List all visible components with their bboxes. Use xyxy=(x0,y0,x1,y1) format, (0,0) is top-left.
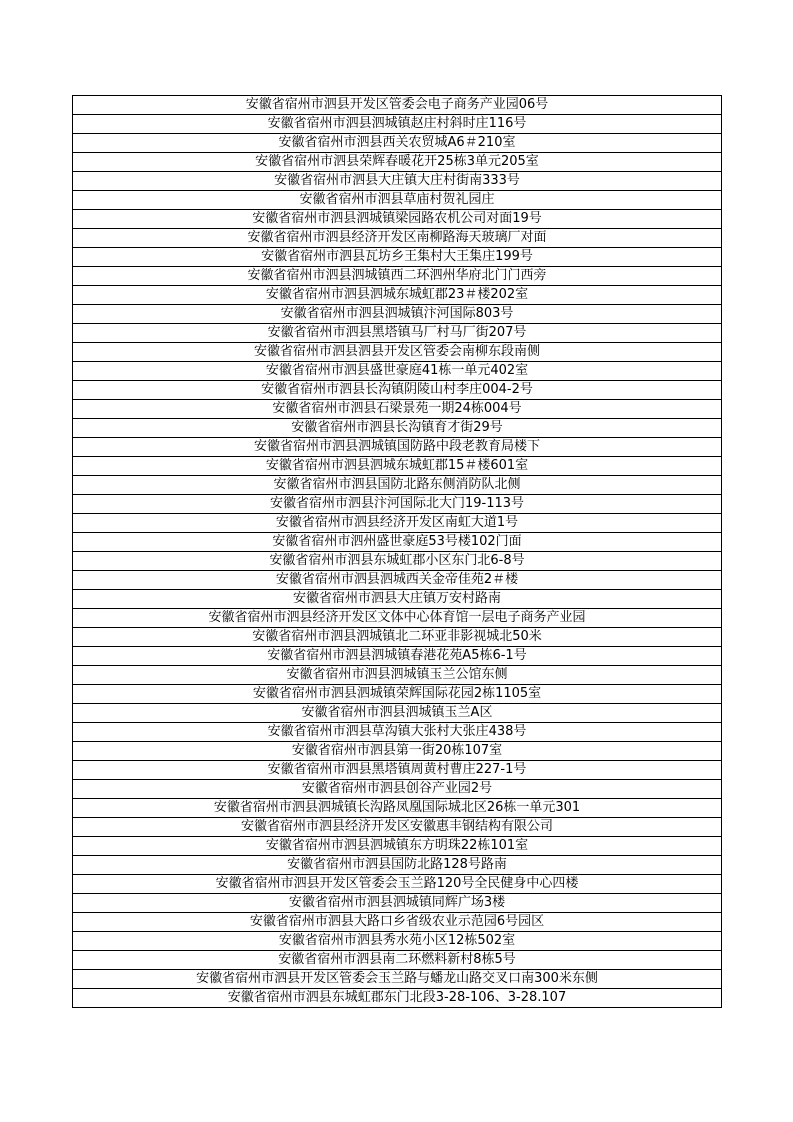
address-cell: 安徽省宿州市泗县草庙村贺礼园庄 xyxy=(73,191,722,210)
address-cell: 安徽省宿州市泗州盛世豪庭53号楼102门面 xyxy=(73,533,722,552)
table-row xyxy=(73,343,722,362)
address-cell: 安徽省宿州市泗县南二环燃料新村8栋5号 xyxy=(73,951,722,970)
table-row xyxy=(73,742,722,761)
address-cell: 安徽省宿州市泗县泗城镇春港花苑A5栋6-1号 xyxy=(73,647,722,666)
table-row xyxy=(73,761,722,780)
table-row xyxy=(73,419,722,438)
table-row xyxy=(73,533,722,552)
address-table-body xyxy=(73,96,722,1008)
table-row xyxy=(73,267,722,286)
address-cell: 安徽省宿州市泗县泗城镇长沟路凤凰国际城北区26栋一单元301 xyxy=(73,799,722,818)
address-cell: 安徽省宿州市泗县泗城镇荣辉国际花园2栋1105室 xyxy=(73,685,722,704)
table-row xyxy=(73,875,722,894)
table-row xyxy=(73,913,722,932)
table-row xyxy=(73,286,722,305)
table-row xyxy=(73,571,722,590)
table-row xyxy=(73,324,722,343)
table-row xyxy=(73,229,722,248)
table-row xyxy=(73,970,722,989)
table-row xyxy=(73,362,722,381)
table-row xyxy=(73,932,722,951)
table-row xyxy=(73,989,722,1008)
table-row xyxy=(73,894,722,913)
table-row xyxy=(73,438,722,457)
address-cell: 安徽省宿州市泗县泗城镇西二环泗州华府北门门西旁 xyxy=(73,267,722,286)
address-cell: 安徽省宿州市泗县泗县开发区管委会南柳东段南侧 xyxy=(73,343,722,362)
table-row xyxy=(73,837,722,856)
address-cell: 安徽省宿州市泗县经济开发区文体中心体育馆一层电子商务产业园 xyxy=(73,609,722,628)
address-cell: 安徽省宿州市泗县泗城镇北二环亚非影视城北50米 xyxy=(73,628,722,647)
address-cell: 安徽省宿州市泗县第一街20栋107室 xyxy=(73,742,722,761)
address-cell: 安徽省宿州市泗县泗城镇玉兰公馆东侧 xyxy=(73,666,722,685)
address-cell: 安徽省宿州市泗县荣辉春暖花开25栋3单元205室 xyxy=(73,153,722,172)
address-cell: 安徽省宿州市泗县泗城镇同辉广场3楼 xyxy=(73,894,722,913)
address-cell: 安徽省宿州市泗县国防北路东侧消防队北侧 xyxy=(73,476,722,495)
table-row xyxy=(73,96,722,115)
table-row xyxy=(73,590,722,609)
table-row xyxy=(73,153,722,172)
address-cell: 安徽省宿州市泗县大路口乡省级农业示范园6号园区 xyxy=(73,913,722,932)
table-row xyxy=(73,723,722,742)
address-cell: 安徽省宿州市泗县泗城东城虹郡15＃楼601室 xyxy=(73,457,722,476)
table-row xyxy=(73,666,722,685)
address-cell: 安徽省宿州市泗县黑塔镇马厂村马厂街207号 xyxy=(73,324,722,343)
address-cell: 安徽省宿州市泗县大庄镇万安村路南 xyxy=(73,590,722,609)
table-row xyxy=(73,552,722,571)
address-cell: 安徽省宿州市泗县国防北路128号路南 xyxy=(73,856,722,875)
table-row xyxy=(73,685,722,704)
table-row xyxy=(73,115,722,134)
address-cell: 安徽省宿州市泗县长沟镇阴陵山村李庄004-2号 xyxy=(73,381,722,400)
table-row xyxy=(73,400,722,419)
address-cell: 安徽省宿州市泗县黑塔镇周黄村曹庄227-1号 xyxy=(73,761,722,780)
address-cell: 安徽省宿州市泗县经济开发区南柳路海天玻璃厂对面 xyxy=(73,229,722,248)
address-cell: 安徽省宿州市泗县经济开发区安徽惠丰钢结构有限公司 xyxy=(73,818,722,837)
address-cell: 安徽省宿州市泗县盛世豪庭41栋一单元402室 xyxy=(73,362,722,381)
table-row xyxy=(73,495,722,514)
table-row xyxy=(73,647,722,666)
address-cell: 安徽省宿州市泗县东城虹郡东门北段3-28-106、3-28.107 xyxy=(73,989,722,1008)
address-cell: 安徽省宿州市泗县汴河国际北大门19-113号 xyxy=(73,495,722,514)
address-cell: 安徽省宿州市泗县开发区管委会玉兰路与蟠龙山路交叉口南300米东侧 xyxy=(73,970,722,989)
address-table xyxy=(72,95,722,1008)
table-row xyxy=(73,381,722,400)
address-cell: 安徽省宿州市泗县泗城西关金帝佳苑2＃楼 xyxy=(73,571,722,590)
table-row xyxy=(73,799,722,818)
address-cell: 安徽省宿州市泗县泗城镇东方明珠22栋101室 xyxy=(73,837,722,856)
address-cell: 安徽省宿州市泗县开发区管委会玉兰路120号全民健身中心四楼 xyxy=(73,875,722,894)
address-cell: 安徽省宿州市泗县泗城镇国防路中段老教育局楼下 xyxy=(73,438,722,457)
table-row xyxy=(73,134,722,153)
table-row xyxy=(73,476,722,495)
table-row xyxy=(73,628,722,647)
address-cell: 安徽省宿州市泗县泗城镇赵庄村斜时庄116号 xyxy=(73,115,722,134)
address-cell: 安徽省宿州市泗县石梁景苑一期24栋004号 xyxy=(73,400,722,419)
address-cell: 安徽省宿州市泗县大庄镇大庄村街南333号 xyxy=(73,172,722,191)
table-row xyxy=(73,457,722,476)
table-row xyxy=(73,248,722,267)
address-cell: 安徽省宿州市泗县长沟镇育才街29号 xyxy=(73,419,722,438)
table-row xyxy=(73,172,722,191)
table-row xyxy=(73,609,722,628)
table-row xyxy=(73,951,722,970)
address-cell: 安徽省宿州市泗县东城虹郡小区东门北6-8号 xyxy=(73,552,722,571)
address-cell: 安徽省宿州市泗县秀水苑小区12栋502室 xyxy=(73,932,722,951)
address-cell: 安徽省宿州市泗县开发区管委会电子商务产业园06号 xyxy=(73,96,722,115)
table-row xyxy=(73,780,722,799)
address-cell: 安徽省宿州市泗县创谷产业园2号 xyxy=(73,780,722,799)
table-row xyxy=(73,210,722,229)
address-cell: 安徽省宿州市泗县瓦坊乡王集村大王集庄199号 xyxy=(73,248,722,267)
table-row xyxy=(73,704,722,723)
address-cell: 安徽省宿州市泗县草沟镇大张村大张庄438号 xyxy=(73,723,722,742)
address-cell: 安徽省宿州市泗县泗城镇汴河国际803号 xyxy=(73,305,722,324)
address-cell: 安徽省宿州市泗县经济开发区南虹大道1号 xyxy=(73,514,722,533)
table-row xyxy=(73,514,722,533)
table-row xyxy=(73,305,722,324)
address-cell: 安徽省宿州市泗县西关农贸城A6＃210室 xyxy=(73,134,722,153)
table-row xyxy=(73,856,722,875)
table-row xyxy=(73,818,722,837)
table-row xyxy=(73,191,722,210)
address-cell: 安徽省宿州市泗县泗城镇玉兰A区 xyxy=(73,704,722,723)
address-cell: 安徽省宿州市泗县泗城东城虹郡23＃楼202室 xyxy=(73,286,722,305)
address-cell: 安徽省宿州市泗县泗城镇梁园路农机公司对面19号 xyxy=(73,210,722,229)
